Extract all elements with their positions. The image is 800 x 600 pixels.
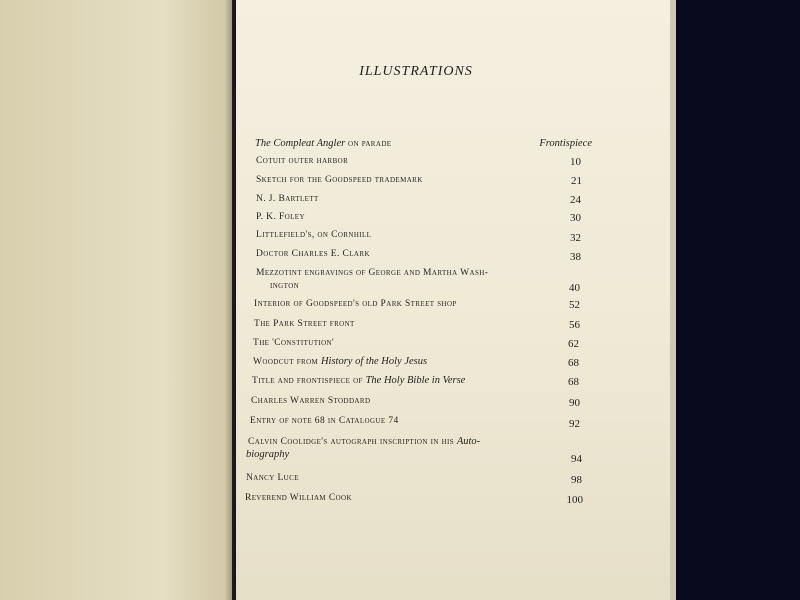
entry-label: Entry of note 68 in Catalogue 74 [250, 416, 399, 426]
entry-label: Reverend William Cook [245, 493, 352, 503]
entry-page-number: 92 [569, 418, 580, 430]
page-title: ILLUSTRATIONS [359, 64, 473, 79]
entry-page-number: 52 [569, 299, 580, 311]
entry-label-continued: ington [270, 281, 300, 291]
entry-label: Cotuit outer harbor [256, 156, 349, 166]
entry-page-number: 32 [570, 232, 581, 244]
entry-page-number: 94 [571, 453, 582, 465]
entry-label: The Compleat Angler on parade [255, 138, 392, 149]
entry-page-number: 24 [570, 194, 581, 206]
entry-label: Woodcut from History of the Holy Jesus [253, 356, 428, 367]
entry-label: The Park Street front [254, 319, 355, 329]
entry-label: N. J. Bartlett [256, 194, 319, 204]
entry-label: The 'Constitution' [253, 338, 335, 348]
entry-label: Littlefield's, on Cornhill [256, 230, 372, 240]
entry-page-number: 21 [571, 175, 582, 187]
entry-page-number: 40 [569, 282, 580, 294]
entry-label: Interior of Goodspeed's old Park Street shop [254, 299, 457, 309]
entry-page-number: 68 [568, 357, 579, 369]
entry-label: Calvin Coolidge's autograph inscription in his Auto- [248, 436, 481, 447]
entry-page-number: 10 [570, 156, 581, 168]
entry-page-number: 68 [568, 376, 579, 388]
entry-page-number: 56 [569, 319, 580, 331]
entry-label: P. K. Foley [256, 212, 305, 222]
entry-label: Sketch for the Goodspeed trademark [256, 175, 423, 185]
entry-page-number: 62 [568, 338, 579, 350]
entry-label: Mezzotint engravings of George and Martha Wash- [256, 268, 489, 278]
entry-page-number: 38 [570, 251, 581, 263]
entry-page-number: 98 [571, 474, 582, 486]
entry-page-number: Frontispiece [539, 138, 592, 149]
entry-label: Nancy Luce [246, 473, 299, 483]
entry-page-number: 30 [570, 212, 581, 224]
entry-label: Charles Warren Stoddard [251, 396, 371, 406]
entry-label: Title and frontispiece of The Holy Bible in Verse [252, 375, 466, 386]
entry-page-number: 100 [566, 494, 583, 506]
entry-label-continued: biography [246, 449, 290, 460]
entry-page-number: 90 [569, 397, 580, 409]
entry-label: Doctor Charles E. Clark [256, 249, 370, 259]
